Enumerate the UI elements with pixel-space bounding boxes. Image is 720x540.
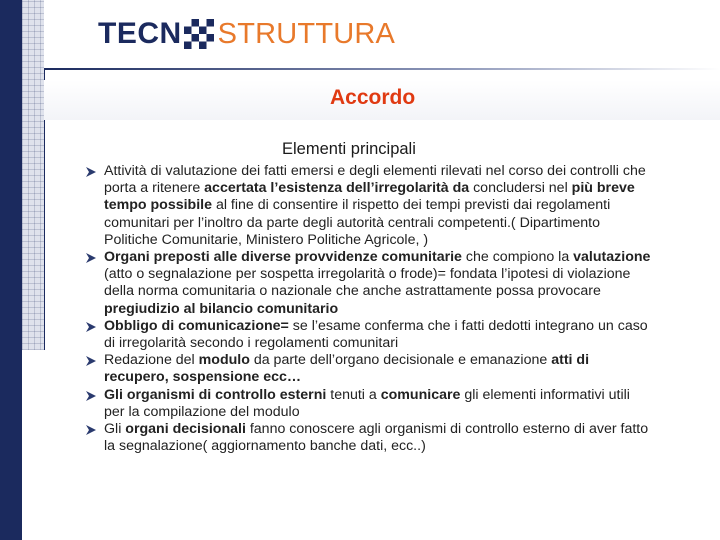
slide-title: Accordo [330, 86, 416, 109]
bullet-item [86, 318, 654, 352]
bullet-bold-text: comunicare [380, 386, 461, 403]
bullet-bold-text: più breve tempo possibile [104, 180, 635, 214]
logo-text-tecn: TECN [98, 17, 182, 50]
bullet-bold-text: Gli organismi di controllo esterni [104, 386, 327, 403]
left-navy-strip [0, 0, 22, 540]
bullet-text: Gli [104, 421, 126, 438]
checker-square-icon [184, 19, 214, 49]
bullet-item [86, 387, 654, 421]
bullet-bold-text: modulo [198, 352, 250, 369]
bullet-text: Attività di valutazione dei fatti emersi e degli elementi rilevati nel corso dei controlli che porta a ritenere [104, 163, 646, 197]
slide-subtitle: Elementi principali [282, 140, 416, 158]
bullet-bold-text: valutazione [573, 249, 651, 266]
bullet-text: tenuti a [326, 386, 381, 403]
bullet-bold-text: atti di recupero, sospensione ecc… [104, 352, 590, 386]
header-divider [44, 68, 720, 70]
bullet-bold-text: pregiudizio al bilancio comunitario [104, 300, 339, 317]
bullet-text: concludersi nel [469, 180, 572, 197]
bullet-item [86, 249, 654, 318]
bullet-item [86, 421, 654, 455]
logo-text-struttura: STRUTTURA [217, 17, 396, 50]
bullet-bold-text: Obbligo di comunicazione= [104, 317, 289, 334]
bullet-text: gli elementi informativi utili per la compilazione del modulo [104, 386, 630, 420]
bullet-text: al fine di consentire il rispetto dei tempi previsti dai regolamenti comunitari per l’inoltro da parte degli autorità centrali competenti.( Dipartimento Politiche Comunitarie, Ministero Politiche Agricole, ) [104, 197, 611, 248]
bullet-text: che compiono la [461, 249, 574, 266]
bullet-arrow-icon [86, 322, 96, 332]
bullet-text: fanno conoscere agli organismi di controllo esterno di aver fatto la segnalazione( aggiornamento banche dati, ecc..) [104, 421, 649, 455]
bullet-arrow-icon [86, 391, 96, 401]
bullet-arrow-icon [86, 253, 96, 263]
bullet-text: se l’esame conferma che i fatti dedotti integrano un caso di irregolarità secondo i regolamenti comunitari [104, 317, 648, 352]
bullet-text: Redazione del [104, 352, 199, 369]
logo [98, 14, 395, 54]
bullet-arrow-icon [86, 167, 96, 177]
bullet-bold-text: organi decisionali [125, 421, 246, 438]
body-left-divider [44, 120, 45, 350]
bullet-arrow-icon [86, 356, 96, 366]
bullet-item [86, 163, 654, 249]
bullet-list [86, 163, 654, 455]
left-grid-pattern [22, 0, 44, 350]
bullet-bold-text: accertata l’esistenza dell’irregolarità da [204, 180, 470, 197]
bullet-item [86, 352, 654, 386]
bullet-text: (atto o segnalazione per sospetta irregolarità o frode)= fondata l’ipotesi di violazione della norma comunitaria o nazionale che anche astrattamente possa provocare [104, 266, 631, 300]
bullet-text: da parte dell’organo decisionale e emanazione [249, 352, 552, 369]
bullet-arrow-icon [86, 425, 96, 435]
bullet-bold-text: Organi preposti alle diverse provvidenze comunitarie [104, 249, 462, 266]
